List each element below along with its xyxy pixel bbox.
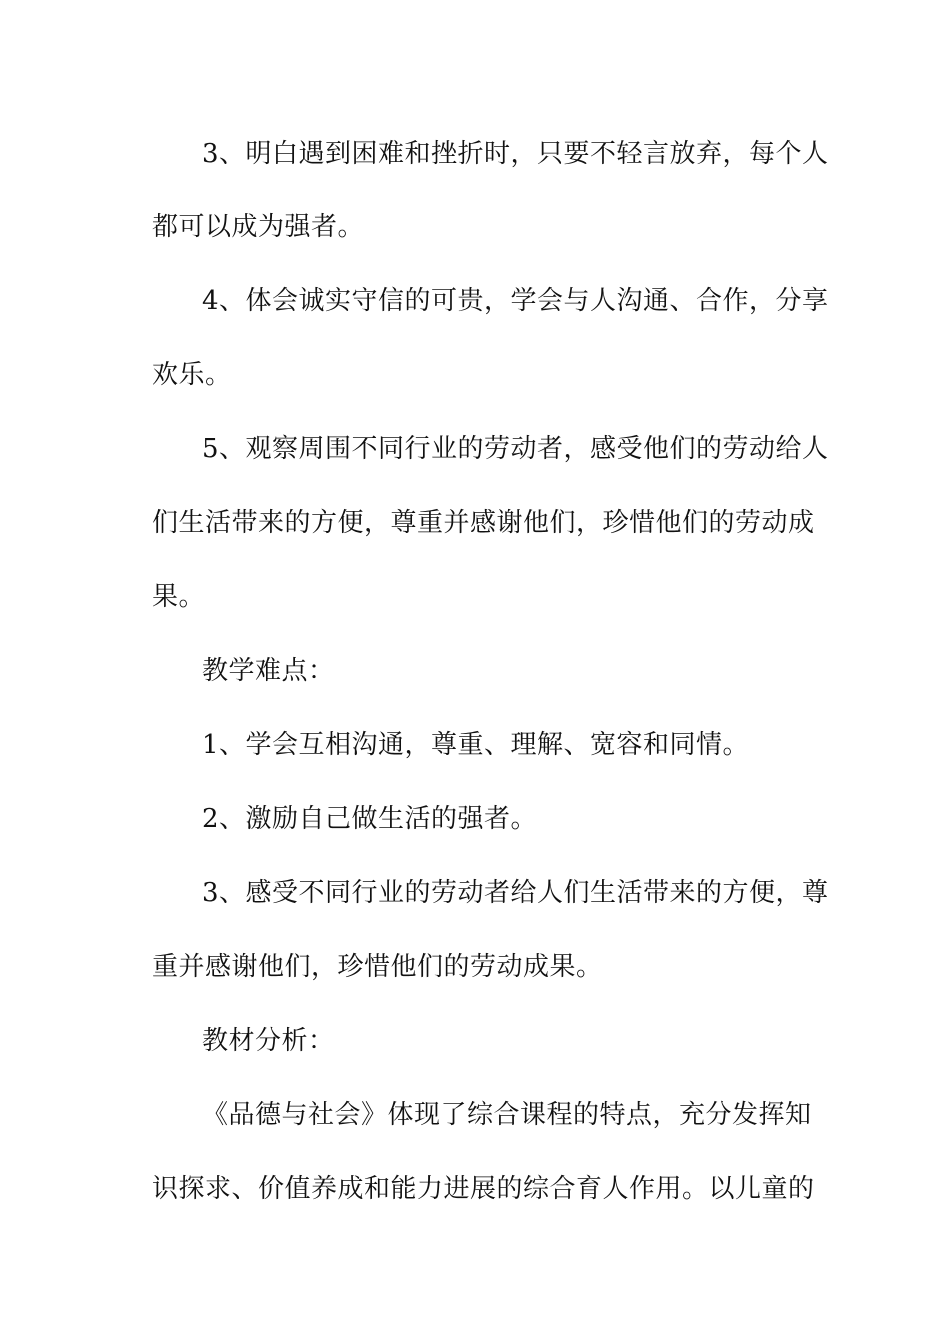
- text-line: 2、激励自己做生活的强者。: [202, 804, 538, 834]
- text-line: 们生活带来的方便，尊重并感谢他们，珍惜他们的劳动成: [152, 508, 815, 538]
- text-line: 3、感受不同行业的劳动者给人们生活带来的方便，尊: [202, 878, 829, 908]
- section-heading: 教学难点：: [202, 656, 335, 686]
- text-line: 3、明白遇到困难和挫折时，只要不轻言放弃，每个人: [202, 139, 829, 169]
- text-line: 重并感谢他们，珍惜他们的劳动成果。: [152, 952, 603, 982]
- text-line: 1、学会互相沟通，尊重、理解、宽容和同情。: [202, 730, 750, 760]
- text-line: 欢乐。: [152, 360, 232, 390]
- text-line: 都可以成为强者。: [152, 212, 365, 242]
- text-line: 4、体会诚实守信的可贵，学会与人沟通、合作，分享: [202, 286, 829, 316]
- section-heading: 教材分析：: [202, 1026, 335, 1056]
- text-line: 识探求、价值养成和能力进展的综合育人作用。以儿童的: [152, 1174, 815, 1204]
- text-line: 果。: [152, 582, 206, 612]
- text-line: 5、观察周围不同行业的劳动者，感受他们的劳动给人: [202, 434, 829, 464]
- text-line: 《品德与社会》体现了综合课程的特点，充分发挥知: [202, 1100, 812, 1130]
